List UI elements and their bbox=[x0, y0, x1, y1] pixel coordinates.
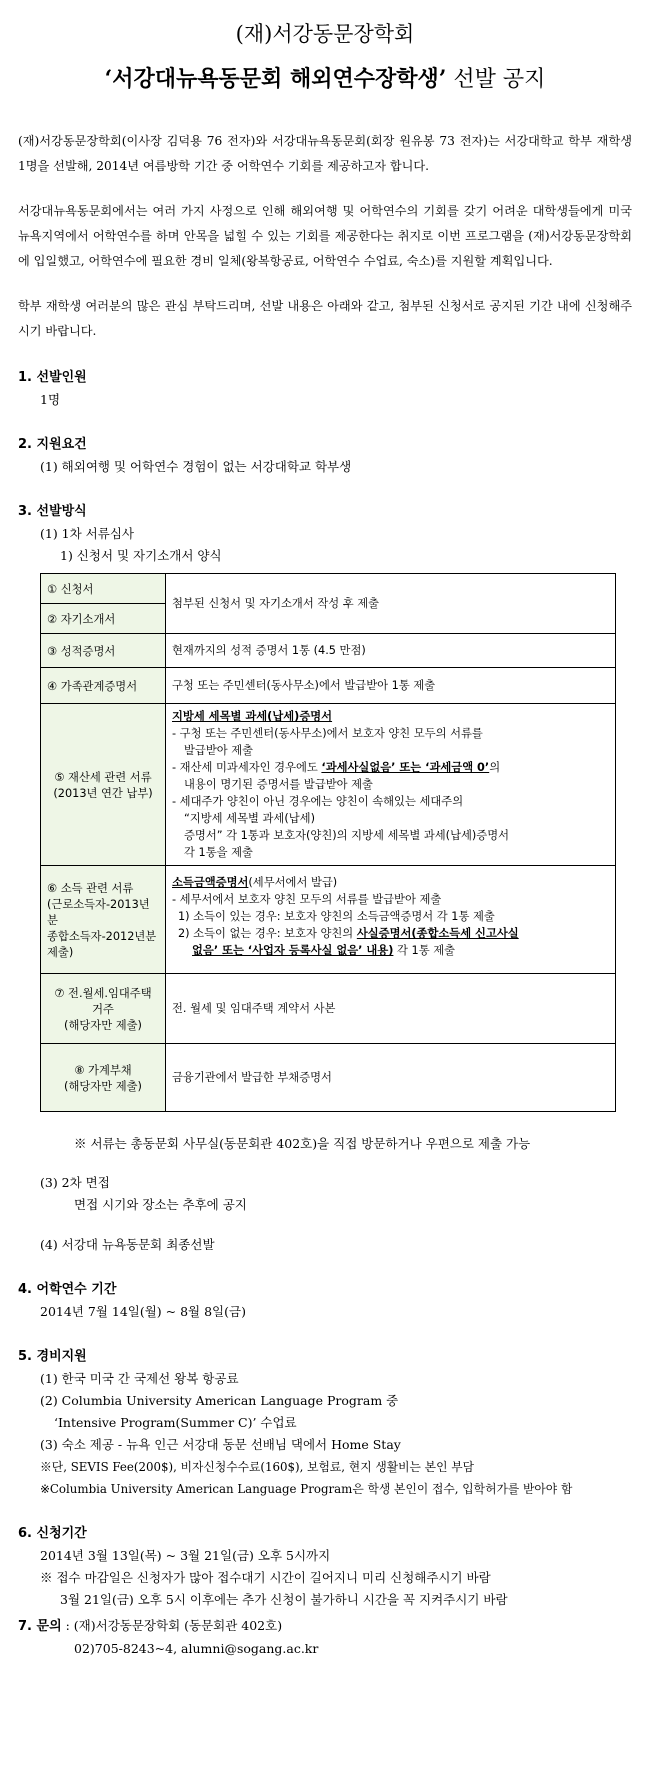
intro-paragraph-3: 학부 재학생 여러분의 많은 관심 부탁드리며, 선발 내용은 아래와 같고, 첨부된 신청서로 공지된 기간 내에 신청해주시기 바랍니다. bbox=[18, 299, 632, 338]
table-row bbox=[41, 866, 616, 974]
support-item-3: (3) 숙소 제공 - 뉴욕 인근 서강대 동문 선배님 댁에서 Home Stay bbox=[40, 1437, 401, 1452]
table-row bbox=[41, 574, 616, 604]
section-4-heading: 4. 어학연수 기간 bbox=[18, 1282, 117, 1297]
doc-content: 첨부된 신청서 및 자기소개서 작성 후 제출 bbox=[166, 574, 616, 634]
doc-content bbox=[166, 866, 616, 974]
table-row bbox=[41, 668, 616, 704]
doc-label-line: ⑥ 소득 관련 서류 bbox=[47, 881, 134, 895]
doc-content-emphasis: 사실증명서(종합소득세 신고사실 bbox=[356, 927, 519, 940]
support-item-1: (1) 한국 미국 간 국제선 왕복 항공료 bbox=[40, 1371, 239, 1386]
section-2-heading: 2. 지원요건 bbox=[18, 437, 87, 452]
doc-content-line bbox=[172, 874, 609, 891]
contact-office: : (재)서강동문장학회 (동문회관 402호) bbox=[61, 1618, 283, 1633]
doc-content-line: - 구청 또는 주민센터(동사무소)에서 보호자 양친 모두의 서류를 bbox=[172, 727, 483, 740]
period-line: 2014년 3월 13일(목) ~ 3월 21일(금) 오후 5시까지 bbox=[40, 1548, 331, 1563]
section-4-body: 2014년 7월 14일(월) ~ 8월 8일(금) bbox=[40, 1304, 246, 1319]
doc-label: ③ 성적증명서 bbox=[41, 634, 166, 668]
intro-paragraph-1: (재)서강동문장학회(이사장 김덕용 76 전자)와 서강대뉴욕동문회(회장 원유봉 73 전자)는 서강대학교 학부 재학생 1명을 선발해, 2014년 여름방학 기간 중 어학연수 기회를 제공하고자 합니다. bbox=[18, 134, 632, 173]
doc-content-line: 증명서” 각 1통과 보호자(양친)의 지방세 세목별 과세(납세)증명서 bbox=[184, 829, 510, 842]
section-5-heading: 5. 경비지원 bbox=[18, 1349, 87, 1364]
org-title: (재)서강동문장학회 bbox=[235, 22, 415, 46]
step-3: (3) 2차 면접 bbox=[40, 1175, 110, 1190]
notice-title-bold: ‘서강대뉴욕동문회 해외연수장학생’ bbox=[104, 66, 447, 92]
table-row bbox=[41, 1044, 616, 1112]
doc-label-line: ⑧ 가계부채 bbox=[74, 1063, 132, 1077]
section-6-heading: 6. 신청기간 bbox=[18, 1526, 87, 1541]
doc-content-text: (세무서에서 발급) bbox=[248, 876, 338, 889]
doc-content-text: 각 1통 제출 bbox=[393, 944, 456, 957]
doc-label bbox=[41, 704, 166, 866]
doc-content-line: 내용이 명기된 증명서를 발급받아 제출 bbox=[184, 778, 373, 791]
step-3-sub: 면접 시기와 장소는 추후에 공지 bbox=[74, 1197, 247, 1212]
intro-paragraph-2: 서강대뉴욕동문회에서는 여러 가지 사정으로 인해 해외여행 및 어학연수의 기회를 갖기 어려운 대학생들에게 미국 뉴욕지역에서 어학연수를 하며 안목을 넓힐 수 있는 기회를 제공한다는 취지로 이번 프로그램을 (재)서강동문장학회에 입일했고, 어학연수에 필요한 경비 일체(왕복항공료, 어학연수 수업료, 숙소)를 지원할 계획입니다. bbox=[18, 204, 632, 268]
doc-content-line: - 세대주가 양친이 아닌 경우에는 양친이 속해있는 세대주의 bbox=[172, 795, 464, 808]
doc-label: ② 자기소개서 bbox=[41, 604, 166, 634]
contact-phone-email: 02)705-8243~4, alumni@sogang.ac.kr bbox=[74, 1641, 319, 1656]
doc-content-line: 각 1통을 제출 bbox=[184, 846, 253, 859]
doc-content: 현재까지의 성적 증명서 1통 (4.5 만점) bbox=[166, 634, 616, 668]
step-1-sub: 1) 신청서 및 자기소개서 양식 bbox=[60, 548, 222, 563]
doc-label: ④ 가족관계증명서 bbox=[41, 668, 166, 704]
doc-content-head: 지방세 세목별 과세(납세)증명서 bbox=[172, 710, 333, 723]
doc-label-line: 종합소득자-2012년분 bbox=[47, 929, 157, 943]
section-1-body: 1명 bbox=[40, 392, 61, 407]
doc-content-line: 1) 소득이 있는 경우: 보호자 양친의 소득금액증명서 각 1통 제출 bbox=[178, 910, 495, 923]
documents-table bbox=[40, 573, 616, 1112]
doc-content-text: 2) 소득이 없는 경우: 보호자 양친의 bbox=[178, 927, 357, 940]
doc-label: ① 신청서 bbox=[41, 574, 166, 604]
table-row bbox=[41, 974, 616, 1044]
section-3-heading: 3. 선발방식 bbox=[18, 504, 87, 519]
doc-content-line: - 세무서에서 보호자 양친 모두의 서류를 발급받아 제출 bbox=[172, 893, 442, 906]
doc-label-line: 제출) bbox=[47, 945, 74, 959]
doc-label-line: 거주 bbox=[92, 1002, 114, 1016]
support-item-2: (2) Columbia University American Language Program 중 bbox=[40, 1393, 399, 1408]
doc-label-line: (근로소득자-2013년분 bbox=[47, 897, 150, 927]
support-item-2-cont: ‘Intensive Program(Summer C)’ 수업료 bbox=[54, 1415, 297, 1430]
doc-label-line: (2013년 연간 납부) bbox=[53, 786, 153, 800]
doc-content: 전. 월세 및 임대주택 계약서 사본 bbox=[166, 974, 616, 1044]
doc-label bbox=[41, 866, 166, 974]
section-2-body: (1) 해외여행 및 어학연수 경험이 없는 서강대학교 학부생 bbox=[40, 459, 352, 474]
doc-content-line: 발급받아 제출 bbox=[184, 744, 254, 757]
step-4: (4) 서강대 뉴욕동문회 최종선발 bbox=[40, 1237, 215, 1252]
section-7-contact bbox=[18, 1615, 632, 1634]
doc-content-emphasis: 없음’ 또는 ‘사업자 등록사실 없음’ 내용) bbox=[192, 944, 394, 957]
period-note-2: 3월 21일(금) 오후 5시 이후에는 추가 신청이 불가하니 시간을 꼭 지켜주시기 바람 bbox=[60, 1592, 508, 1607]
doc-content: 금융기관에서 발급한 부채증명서 bbox=[166, 1044, 616, 1112]
doc-content-line bbox=[172, 925, 609, 942]
doc-content-text: 의 bbox=[489, 761, 501, 774]
notice-title bbox=[18, 62, 632, 93]
table-row bbox=[41, 634, 616, 668]
period-note-1: ※ 접수 마감일은 신청자가 많아 접수대기 시간이 길어지니 미리 신청해주시기 바람 bbox=[40, 1570, 491, 1585]
doc-content-head: 소득금액증명서 bbox=[172, 876, 249, 889]
section-7-heading: 7. 문의 bbox=[18, 1619, 62, 1634]
table-row bbox=[41, 704, 616, 866]
doc-content bbox=[166, 704, 616, 866]
doc-label-line: ⑦ 전.월세.임대주택 bbox=[54, 986, 152, 1000]
doc-label-line: (해당자만 제출) bbox=[64, 1018, 142, 1032]
notice-title-rest: 선발 공지 bbox=[446, 67, 546, 92]
doc-label bbox=[41, 974, 166, 1044]
section-1-heading: 1. 선발인원 bbox=[18, 370, 87, 385]
doc-label bbox=[41, 1044, 166, 1112]
step-1: (1) 1차 서류심사 bbox=[40, 526, 134, 541]
doc-label-line: ⑤ 재산세 관련 서류 bbox=[54, 770, 152, 784]
submission-note: ※ 서류는 총동문회 사무실(동문회관 402호)을 직접 방문하거나 우편으로 제출 가능 bbox=[74, 1136, 531, 1151]
doc-content-emphasis: ‘과세사실없음’ 또는 ‘과세금액 0’ bbox=[321, 761, 490, 774]
doc-content: 구청 또는 주민센터(동사무소)에서 발급받아 1통 제출 bbox=[166, 668, 616, 704]
doc-label-line: (해당자만 제출) bbox=[64, 1079, 142, 1093]
doc-content-text: - 재산세 미과세자인 경우에도 bbox=[172, 761, 322, 774]
doc-content-line bbox=[172, 942, 609, 959]
support-note-2: ※Columbia University American Language Program은 학생 본인이 접수, 입학허가를 받아야 함 bbox=[40, 1482, 573, 1496]
doc-content-line bbox=[172, 759, 609, 776]
support-note-1: ※단, SEVIS Fee(200$), 비자신청수수료(160$), 보험료, 현지 생활비는 본인 부담 bbox=[40, 1460, 475, 1474]
doc-content-line: “지방세 세목별 과세(납세) bbox=[184, 812, 315, 825]
